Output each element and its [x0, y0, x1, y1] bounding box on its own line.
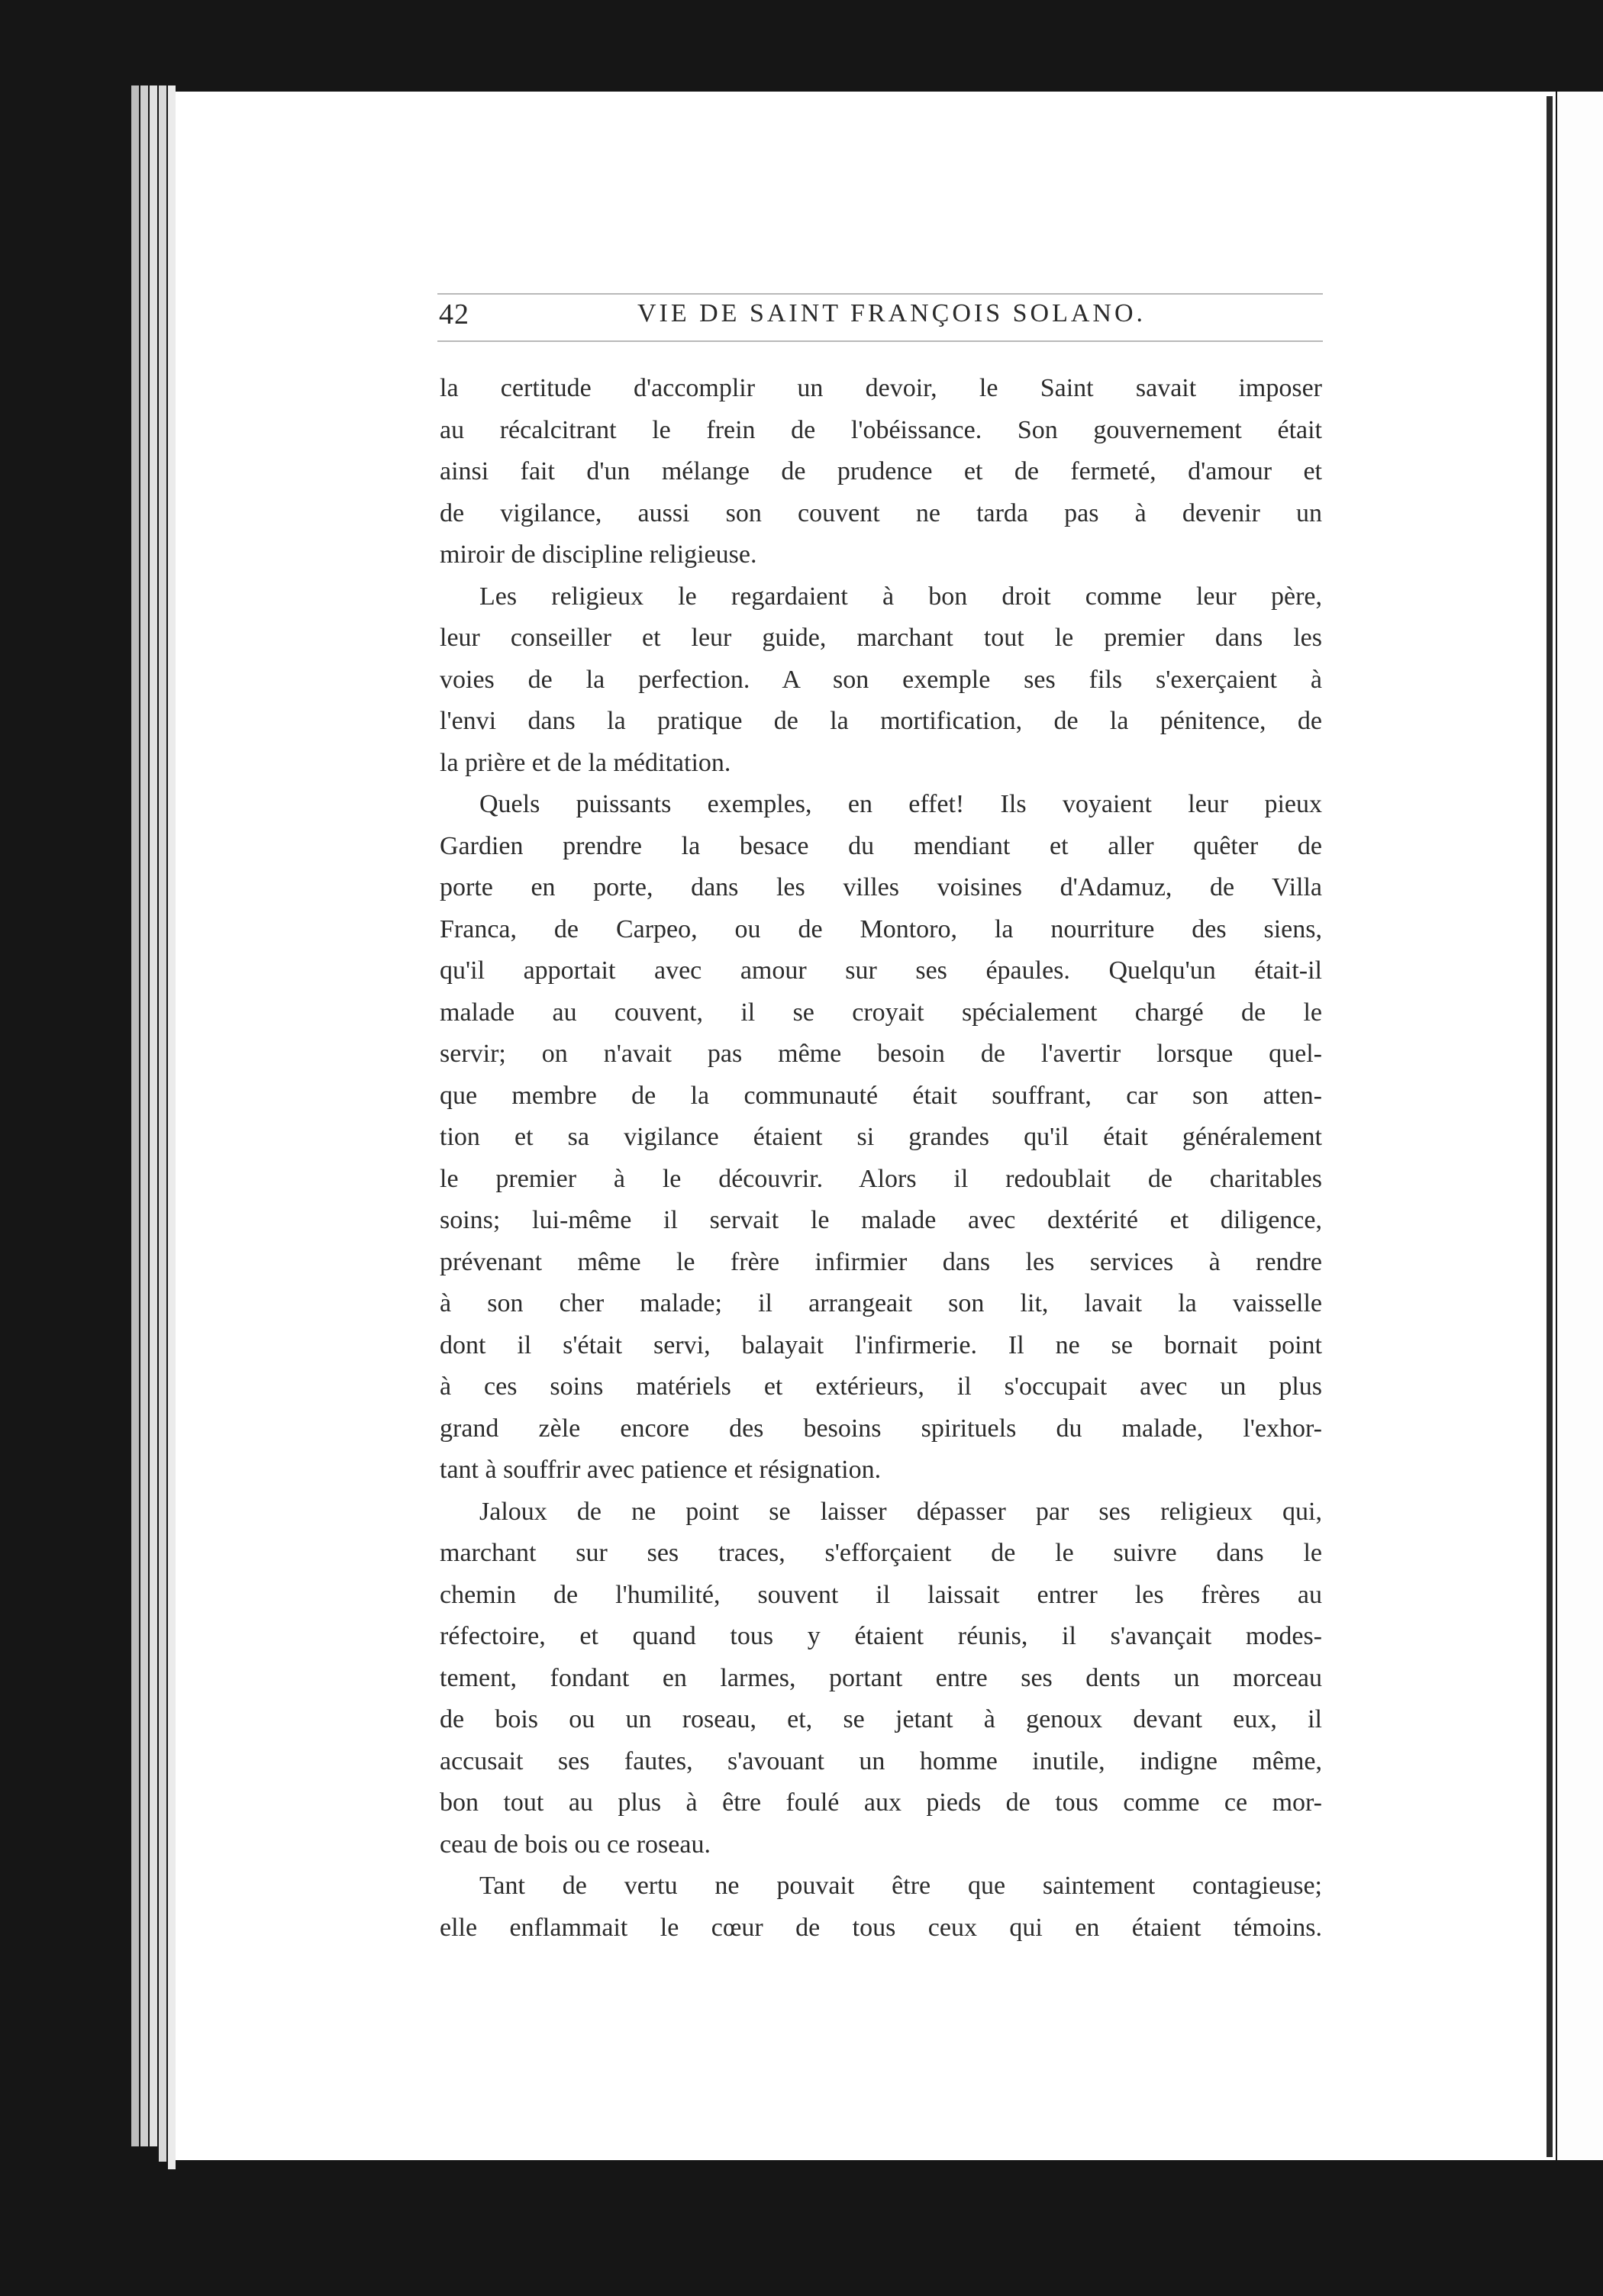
text-line: servir; on n'avait pas même besoin de l'avertir lorsque quel-: [440, 1040, 1322, 1068]
text-line: tant à souffrir avec patience et résignation.: [440, 1456, 882, 1484]
body-text: [440, 368, 1322, 1949]
text-line: grand zèle encore des besoins spirituels du malade, l'exhor-: [440, 1414, 1322, 1443]
text-line: malade au couvent, il se croyait spécialement chargé de le: [440, 998, 1322, 1027]
running-header: [437, 293, 1323, 342]
page-gutter: [1547, 96, 1553, 2157]
text-line: au récalcitrant le frein de l'obéissance. Son gouvernement était: [440, 415, 1322, 444]
page-edge: [159, 85, 166, 2162]
text-line: ainsi fait d'un mélange de prudence et de fermeté, d'amour et: [440, 457, 1322, 485]
text-line: Tant de vertu ne pouvait être que saintement contagieuse;: [479, 1872, 1322, 1900]
text-line: à ces soins matériels et extérieurs, il s'occupait avec un plus: [440, 1372, 1322, 1401]
text-line: miroir de discipline religieuse.: [440, 540, 757, 569]
text-line: leur conseiller et leur guide, marchant tout le premier dans les: [440, 624, 1322, 652]
text-line: de vigilance, aussi son couvent ne tarda pas à devenir un: [440, 498, 1322, 527]
running-title: VIE DE SAINT FRANÇOIS SOLANO.: [637, 299, 1146, 327]
page-edge: [150, 85, 157, 2146]
text-line: que membre de la communauté était souffrant, car son atten-: [440, 1081, 1322, 1110]
text-line: Jaloux de ne point se laisser dépasser par ses religieux qui,: [479, 1497, 1322, 1526]
text-line: Gardien prendre la besace du mendiant et aller quêter de: [440, 831, 1322, 860]
text-line: elle enflammait le cœur de tous ceux qui en étaient témoins.: [440, 1913, 1322, 1942]
adjacent-page-edge: [1557, 92, 1603, 2160]
text-line: dont il s'était servi, balayait l'infirmerie. Il ne se bornait point: [440, 1330, 1322, 1359]
text-line: tion et sa vigilance étaient si grandes qu'il était généralement: [440, 1123, 1322, 1151]
text-line: l'envi dans la pratique de la mortification, de la pénitence, de: [440, 707, 1322, 735]
text-line: soins; lui-même il servait le malade avec dextérité et diligence,: [440, 1206, 1322, 1234]
page-edge: [168, 85, 176, 2169]
text-line: tement, fondant en larmes, portant entre ses dents un morceau: [440, 1663, 1322, 1692]
text-line: Franca, de Carpeo, ou de Montoro, la nourriture des siens,: [440, 914, 1322, 943]
text-line: marchant sur ses traces, s'efforçaient de le suivre dans le: [440, 1539, 1322, 1567]
page-edge: [131, 85, 139, 2146]
text-line: la certitude d'accomplir un devoir, le Saint savait imposer: [440, 374, 1322, 402]
text-line: Les religieux le regardaient à bon droit comme leur père,: [479, 582, 1322, 611]
text-line: porte en porte, dans les villes voisines d'Adamuz, de Villa: [440, 873, 1322, 901]
text-line: prévenant même le frère infirmier dans les services à rendre: [440, 1247, 1322, 1276]
page-number: 42: [439, 298, 469, 331]
text-line: bon tout au plus à être foulé aux pieds de tous comme ce mor-: [440, 1788, 1322, 1817]
text-line: qu'il apportait avec amour sur ses épaules. Quelqu'un était-il: [440, 956, 1322, 985]
text-line: de bois ou un roseau, et, se jetant à genoux devant eux, il: [440, 1705, 1322, 1733]
text-line: le premier à le découvrir. Alors il redoublait de charitables: [440, 1164, 1322, 1193]
text-line: accusait ses fautes, s'avouant un homme inutile, indigne même,: [440, 1746, 1322, 1775]
text-line: réfectoire, et quand tous y étaient réunis, il s'avançait modes-: [440, 1622, 1322, 1650]
text-line: ceau de bois ou ce roseau.: [440, 1830, 711, 1859]
text-line: chemin de l'humilité, souvent il laissait entrer les frères au: [440, 1580, 1322, 1609]
text-line: Quels puissants exemples, en effet! Ils voyaient leur pieux: [479, 790, 1322, 818]
text-line: à son cher malade; il arrangeait son lit, lavait la vaisselle: [440, 1289, 1322, 1317]
text-line: la prière et de la méditation.: [440, 748, 731, 777]
text-line: voies de la perfection. A son exemple ses fils s'exerçaient à: [440, 665, 1322, 694]
page-edge: [140, 85, 148, 2146]
